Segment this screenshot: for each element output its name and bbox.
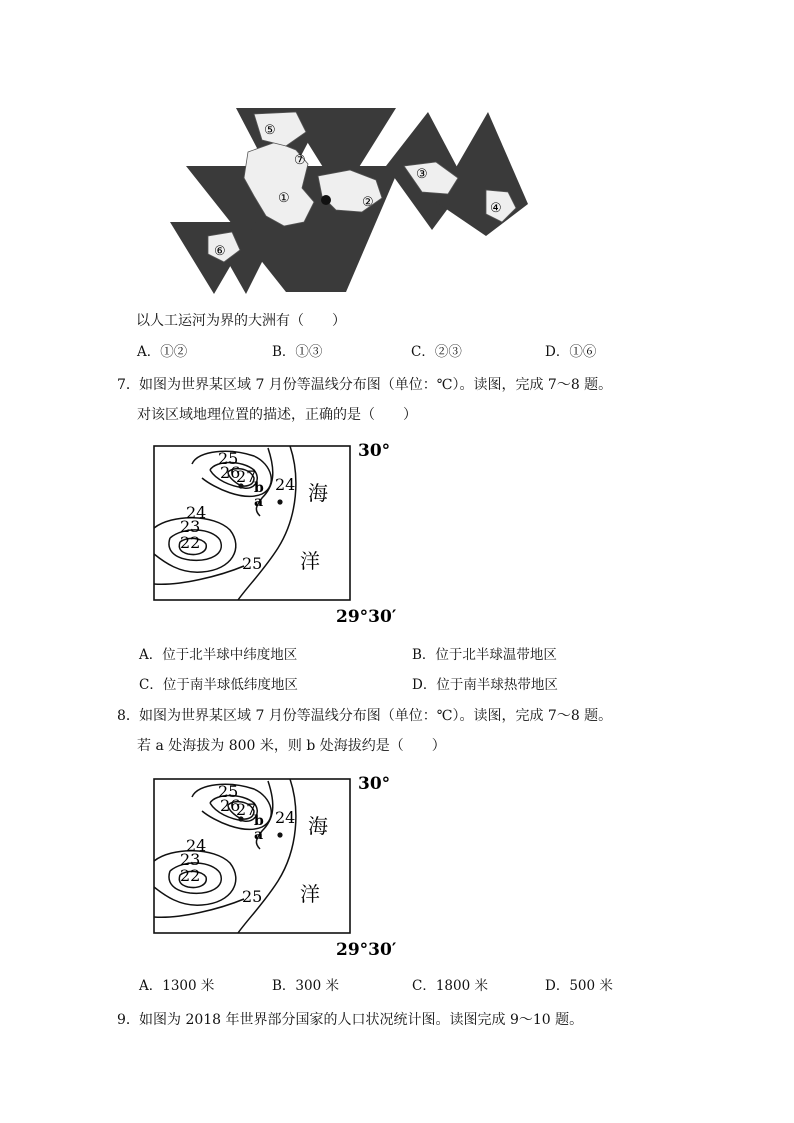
map-label-5: ⑤ xyxy=(264,123,276,138)
q6-option-c: C．②③ xyxy=(411,344,462,360)
q8-isotherm-27: 27 xyxy=(236,800,257,819)
q8-isotherm-24-left: 24 xyxy=(186,836,207,855)
map-label-3: ③ xyxy=(416,167,428,182)
q8-isotherm-25-bottom: 25 xyxy=(242,887,263,906)
q8-stem: 若 a 处海拔为 800 米，则 b 处海拔约是（ ） xyxy=(137,738,446,754)
q7-intro: 如图为世界某区域 7 月份等温线分布图（单位：℃）。读图，完成 7～8 题。 xyxy=(139,377,613,393)
q8-lat-top: 30° xyxy=(358,774,391,794)
map-label-6: ⑥ xyxy=(214,244,226,259)
q9-number: 9． xyxy=(117,1012,140,1028)
q8-option-a: A．1300 米 xyxy=(139,978,215,994)
q6-stem: 以人工运河为界的大洲有（ ） xyxy=(136,313,346,329)
q8-option-b: B．300 米 xyxy=(272,978,339,994)
q7-point-b: b xyxy=(254,480,264,496)
q7-isotherm-22: 22 xyxy=(180,533,201,552)
q8-point-b: b xyxy=(254,813,264,829)
q8-option-d: D．500 米 xyxy=(545,978,613,994)
q8-ocean-char-2: 洋 xyxy=(300,882,320,906)
q8-option-c: C．1800 米 xyxy=(412,978,488,994)
q8-isotherm-25-top: 25 xyxy=(218,782,239,801)
q7-isotherm-24-left: 24 xyxy=(186,503,207,522)
q6-option-d: D．①⑥ xyxy=(545,344,597,360)
q7-point-a: a xyxy=(254,494,264,510)
q7-isotherm-25-bottom: 25 xyxy=(242,554,263,573)
q7-stem: 对该区域地理位置的描述，正确的是（ ） xyxy=(137,407,417,423)
q6-option-b: B．①③ xyxy=(272,344,323,360)
q7-isotherm-25-top: 25 xyxy=(218,449,239,468)
q8-isotherm-24-right: 24 xyxy=(275,808,296,827)
q8-number: 8． xyxy=(117,708,140,724)
q8-isotherm-23: 23 xyxy=(180,850,201,869)
q7-option-a: A．位于北半球中纬度地区 xyxy=(139,647,298,663)
map-label-1: ① xyxy=(278,191,290,206)
q7-option-d: D．位于南半球热带地区 xyxy=(412,677,558,693)
q7-number: 7． xyxy=(117,377,140,393)
q6-option-a: A．①② xyxy=(137,344,188,360)
world-map-svg xyxy=(136,104,528,296)
q9-intro: 如图为 2018 年世界部分国家的人口状况统计图。读图完成 9～10 题。 xyxy=(139,1012,584,1028)
world-map-figure xyxy=(136,104,528,296)
q7-ocean-char-2: 洋 xyxy=(300,549,320,573)
q7-isotherm-map xyxy=(150,436,410,632)
q7-isotherm-23: 23 xyxy=(180,517,201,536)
q8-point-a: a xyxy=(254,827,264,843)
q7-ocean-char-1: 海 xyxy=(308,481,328,505)
q8-isotherm-26: 26 xyxy=(220,796,241,815)
q7-isotherm-27: 27 xyxy=(236,467,257,486)
q8-ocean-char-1: 海 xyxy=(308,814,328,838)
map-label-7: ⑦ xyxy=(294,153,306,168)
q7-isotherm-26: 26 xyxy=(220,463,241,482)
q8-intro: 如图为世界某区域 7 月份等温线分布图（单位：℃）。读图，完成 7～8 题。 xyxy=(139,708,613,724)
q7-lat-bottom: 29°30′ xyxy=(336,607,397,627)
q7-isotherm-24-right: 24 xyxy=(275,475,296,494)
map-label-2: ② xyxy=(362,195,374,210)
q7-option-c: C．位于南半球低纬度地区 xyxy=(139,677,298,693)
q8-lat-bottom: 29°30′ xyxy=(336,940,397,960)
map-label-4: ④ xyxy=(490,201,502,216)
q8-isotherm-map xyxy=(150,769,410,965)
q7-option-b: B．位于北半球温带地区 xyxy=(412,647,557,663)
q7-lat-top: 30° xyxy=(358,441,391,461)
q8-isotherm-22: 22 xyxy=(180,866,201,885)
